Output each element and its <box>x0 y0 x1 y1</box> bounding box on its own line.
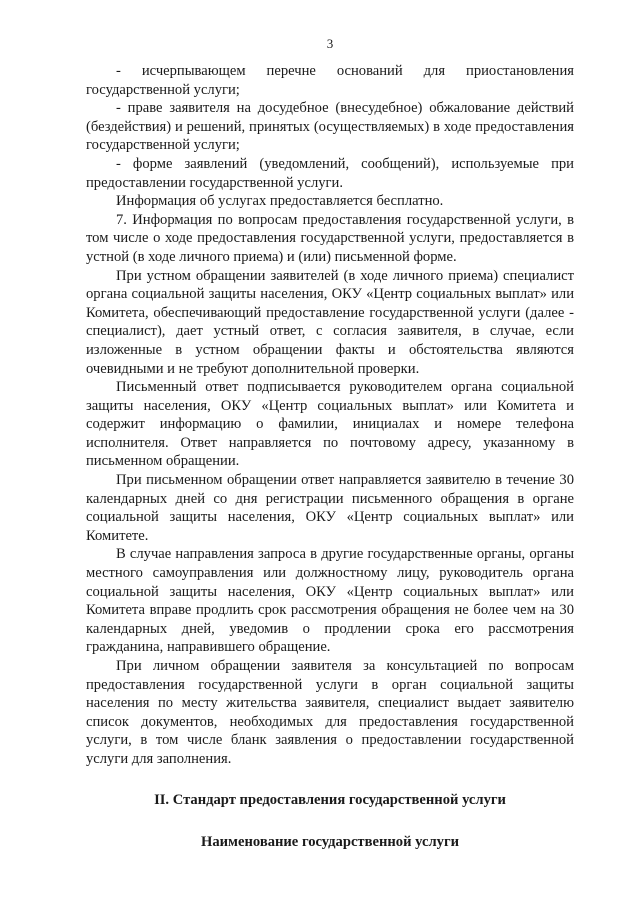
paragraph-free-info: Информация об услугах предоставляется бесплатно. <box>116 193 444 210</box>
paragraph-item-7: 7. Информация по вопросам предоставления государственной услуги, в том числе о ходе предоставления государственной услуги, предоставляется в устной (в ходе личного приема) и (или) письменной форме. <box>86 211 574 265</box>
paragraph-extension: В случае направления запроса в другие государственные органы, органы местного самоуправления или должностному лицу, руководитель органа социальной защиты населения, ОКУ «Центр социальных выплат» или Комитета вправе продлить срок рассмотрения обращения не более чем на 30 календарных дней, уведомив о продлении срока его рассмотрения гражданина, направившего обращение. <box>86 546 574 656</box>
paragraph-written-request: При письменном обращении ответ направляется заявителю в течение 30 календарных дней со дня регистрации письменного обращения в органе социальной защиты населения, ОКУ «Центр социальных выплат» или Комитете. <box>86 472 574 544</box>
page-number: 3 <box>326 36 334 51</box>
paragraph-written-answer: Письменный ответ подписывается руководителем органа социальной защиты населения, ОКУ «Центр социальных выплат» или Комитета и содержит информацию о фамилии, инициалах и номере телефона исполнителя. Ответ направляется по почтовому адресу, указанному в письменном обращении. <box>86 379 574 470</box>
paragraph-oral-request: При устном обращении заявителей (в ходе личного приема) специалист органа социальной защиты населения, ОКУ «Центр социальных выплат» или Комитета, обеспечивающий предоставление государственной услуги (далее - специалист), дает устный ответ, с согласия заявителя, в случае, если изложенные в устном обращении факты и обстоятельства являются очевидными и не требуют дополнительной проверки. <box>86 267 574 377</box>
section-heading: II. Стандарт предоставления государственной услуги <box>154 791 506 808</box>
subsection-heading: Наименование государственной услуги <box>201 834 459 851</box>
paragraph-bullet-1: - исчерпывающем перечне оснований для приостановления государственной услуги; <box>86 63 574 98</box>
paragraph-bullet-3: - форме заявлений (уведомлений, сообщений), используемые при предоставлении государственной услуги. <box>86 155 574 191</box>
paragraph-consultation: При личном обращении заявителя за консультацией по вопросам предоставления государственной услуги в орган социальной защиты населения по месту жительства заявителя, специалист выдает заявителю список документов, необходимых для предоставления государственной услуги, в том числе бланк заявления о предоставлении государственной услуги для заполнения. <box>86 658 574 767</box>
paragraph-bullet-2: - праве заявителя на досудебное (внесудебное) обжалование действий (бездействия) и решений, принятых (осуществляемых) в ходе предоставления государственной услуги; <box>86 100 574 154</box>
document-page <box>86 36 574 852</box>
